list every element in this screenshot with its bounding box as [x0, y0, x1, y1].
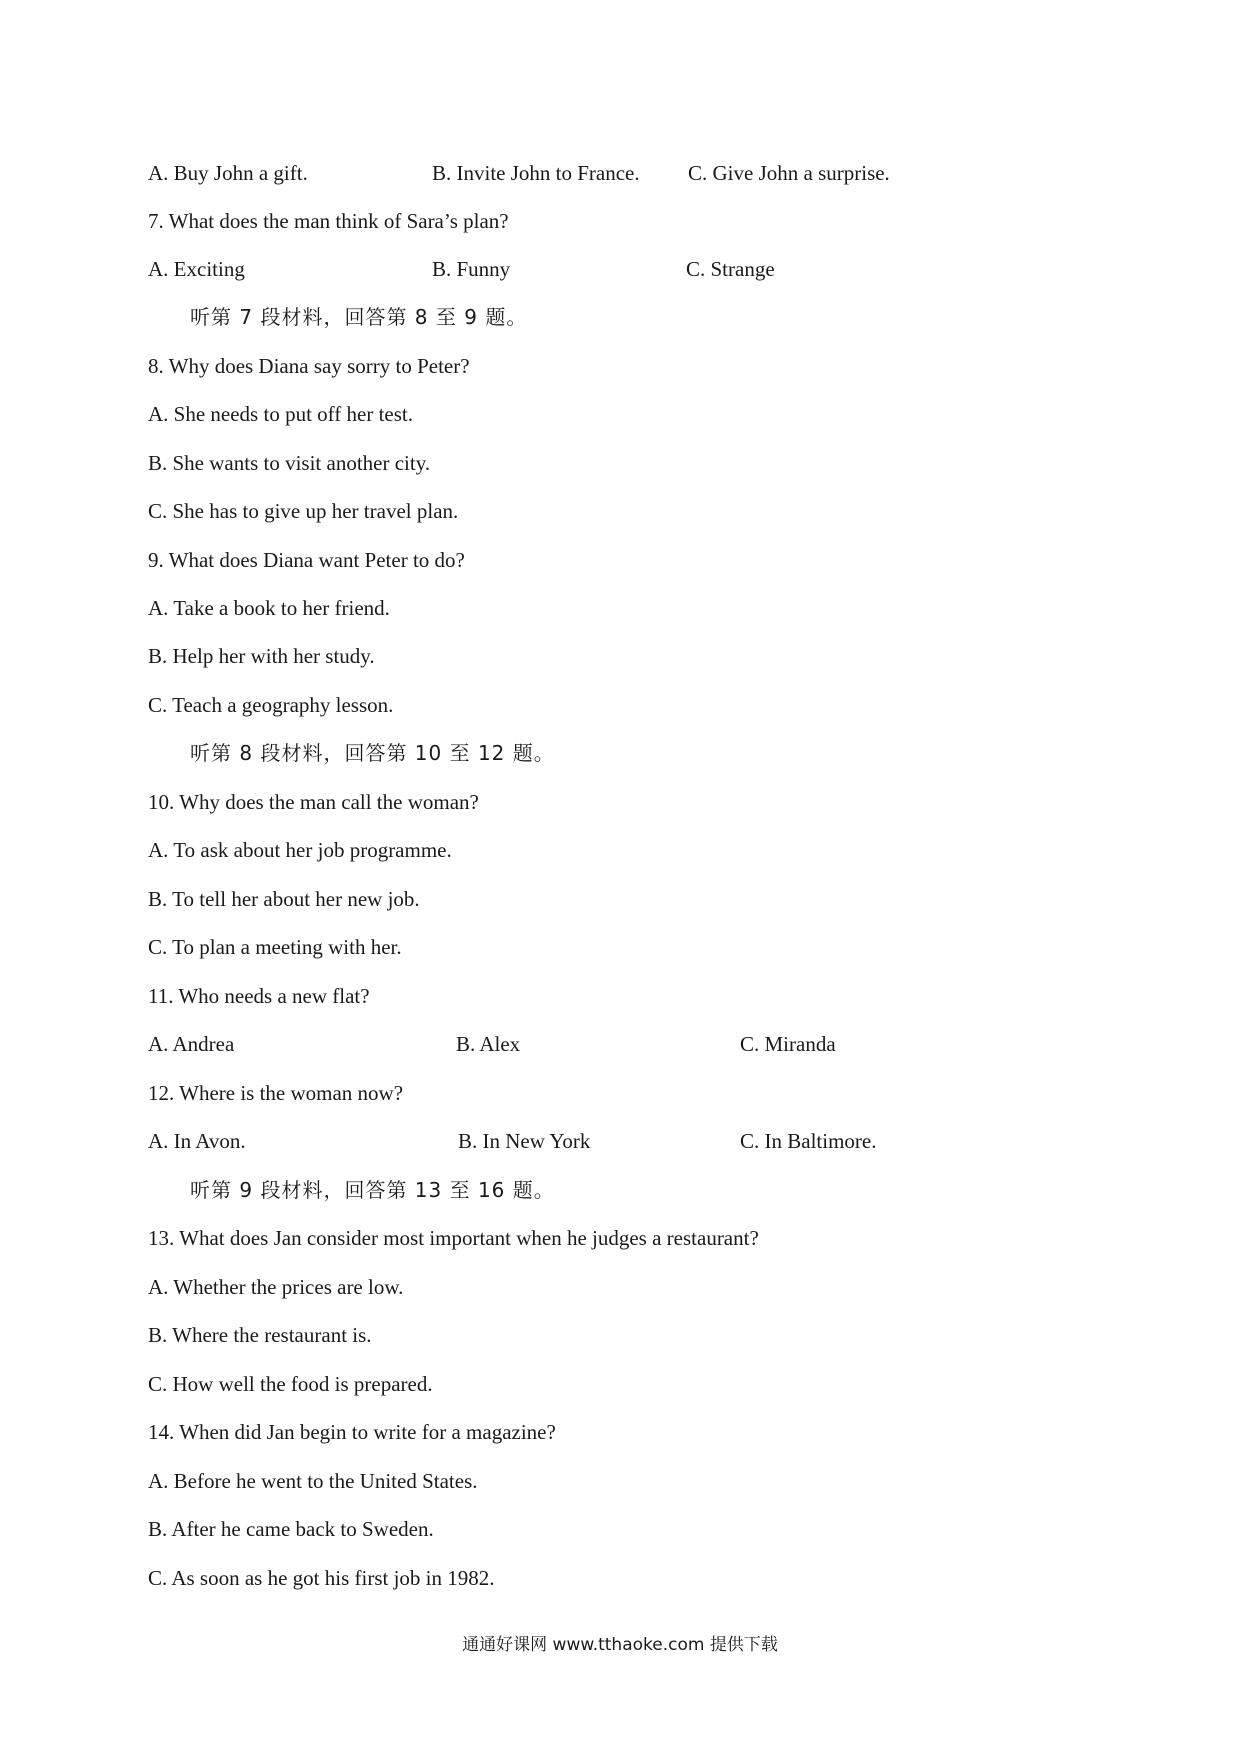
q9-option-c: C. Teach a geography lesson.	[148, 693, 394, 717]
q12-option-b: B. In New York	[458, 1129, 591, 1153]
q13-option-a: A. Whether the prices are low.	[148, 1275, 404, 1299]
q12-option-c: C. In Baltimore.	[740, 1129, 877, 1153]
page-footer: 通通好课网 www.tthaoke.com 提供下载	[462, 1635, 778, 1655]
q10-option-a: A. To ask about her job programme.	[148, 838, 452, 862]
q14-option-b: B. After he came back to Sweden.	[148, 1517, 434, 1541]
q14-stem: 14. When did Jan begin to write for a magazine?	[148, 1420, 556, 1444]
q7-option-a: A. Exciting	[148, 257, 245, 281]
q7-stem: 7. What does the man think of Sara’s plan?	[148, 209, 509, 233]
q9-option-a: A. Take a book to her friend.	[148, 596, 390, 620]
q7-option-b: B. Funny	[432, 257, 511, 281]
q10-option-b: B. To tell her about her new job.	[148, 887, 420, 911]
q8-option-c: C. She has to give up her travel plan.	[148, 499, 459, 523]
q8-stem: 8. Why does Diana say sorry to Peter?	[148, 354, 470, 378]
q10-option-c: C. To plan a meeting with her.	[148, 935, 402, 959]
q13-stem: 13. What does Jan consider most important when he judges a restaurant?	[148, 1226, 759, 1250]
q11-option-c: C. Miranda	[740, 1032, 836, 1056]
q14-option-c: C. As soon as he got his first job in 1982.	[148, 1566, 495, 1590]
q6-option-b: B. Invite John to France.	[432, 161, 640, 185]
q9-option-b: B. Help her with her study.	[148, 644, 375, 668]
q11-option-a: A. Andrea	[148, 1032, 235, 1056]
q7-option-c: C. Strange	[686, 257, 775, 281]
q6-option-c: C. Give John a surprise.	[688, 161, 890, 185]
q11-option-b: B. Alex	[456, 1032, 521, 1056]
q10-stem: 10. Why does the man call the woman?	[148, 790, 479, 814]
q11-stem: 11. Who needs a new flat?	[148, 984, 370, 1008]
q13-option-b: B. Where the restaurant is.	[148, 1323, 372, 1347]
q8-option-a: A. She needs to put off her test.	[148, 402, 413, 426]
q9-stem: 9. What does Diana want Peter to do?	[148, 548, 465, 572]
section-heading-7: 听第 7 段材料，回答第 8 至 9 题。	[190, 305, 528, 329]
q12-stem: 12. Where is the woman now?	[148, 1081, 404, 1105]
section-heading-8: 听第 8 段材料，回答第 10 至 12 题。	[190, 741, 555, 765]
q8-option-b: B. She wants to visit another city.	[148, 451, 431, 475]
q6-option-a: A. Buy John a gift.	[148, 161, 308, 185]
q12-option-a: A. In Avon.	[148, 1129, 246, 1153]
q13-option-c: C. How well the food is prepared.	[148, 1372, 433, 1396]
section-heading-9: 听第 9 段材料，回答第 13 至 16 题。	[190, 1178, 555, 1202]
q14-option-a: A. Before he went to the United States.	[148, 1469, 478, 1493]
